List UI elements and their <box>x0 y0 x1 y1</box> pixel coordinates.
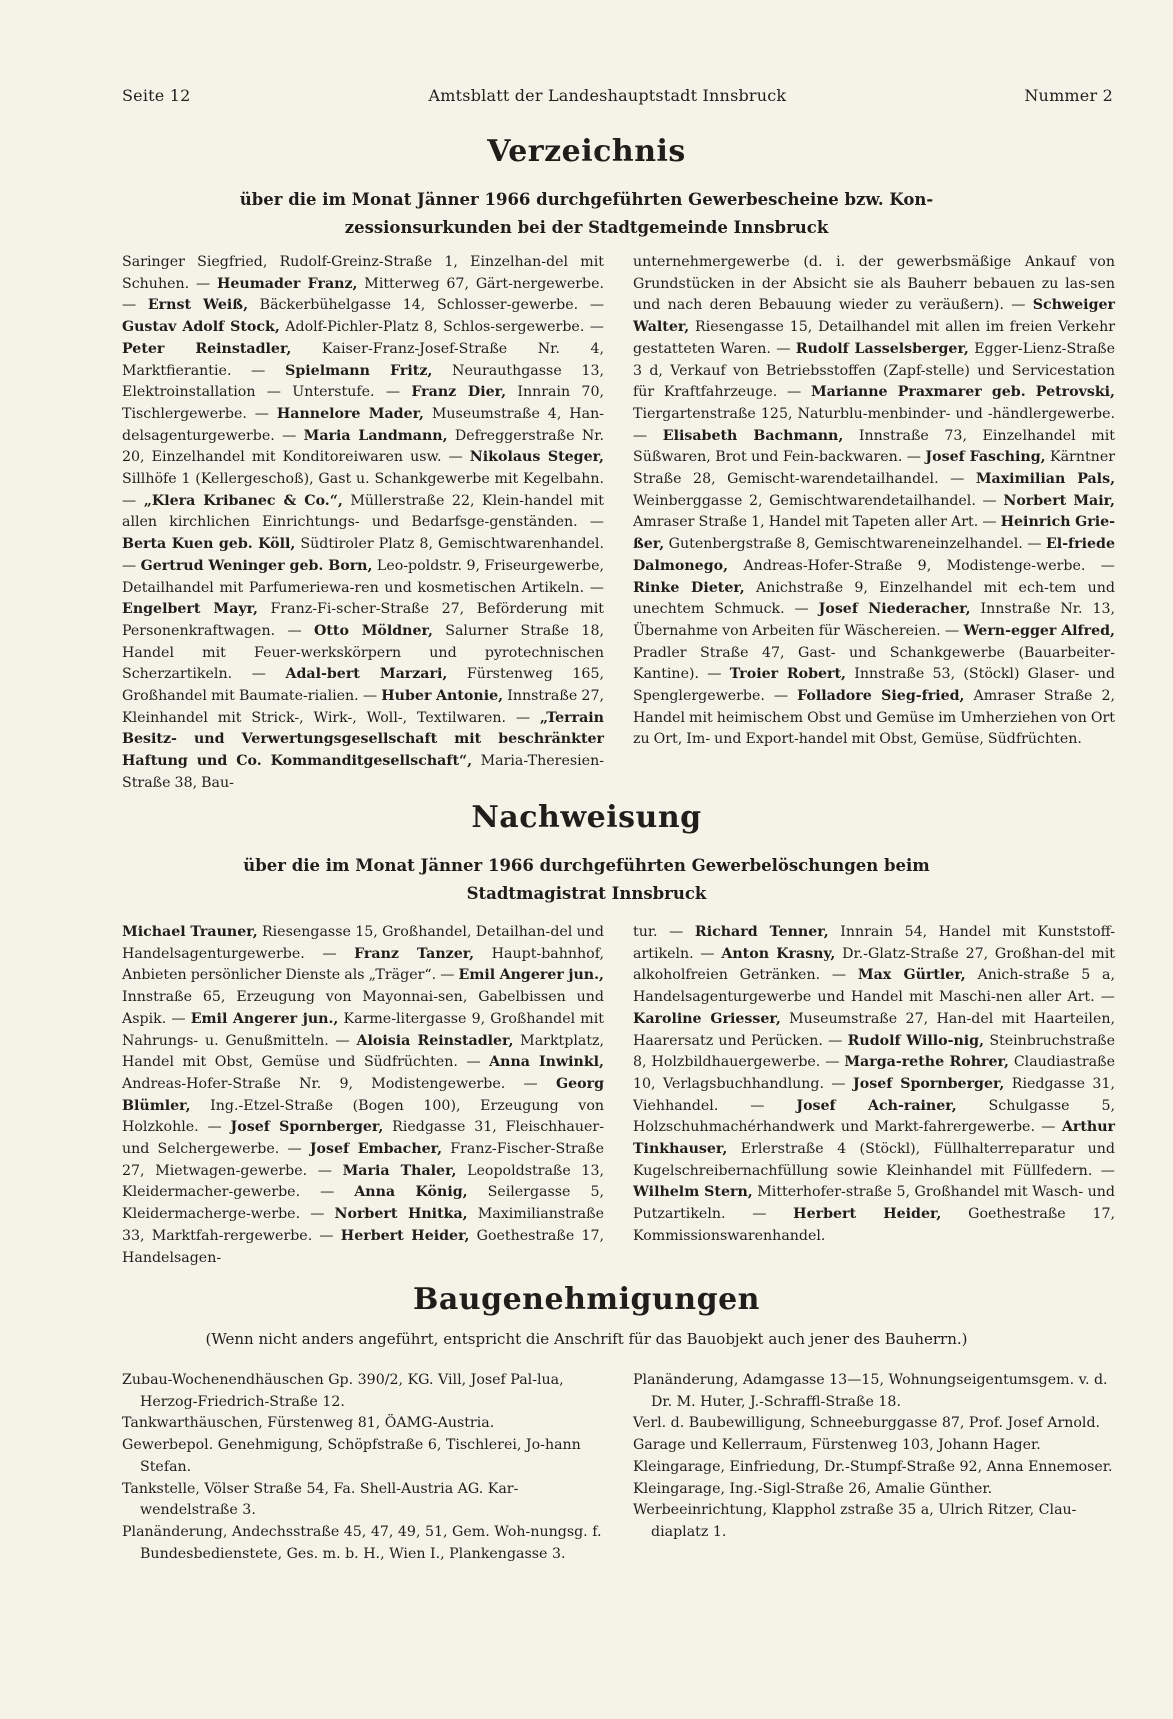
entry-text: Mitterweg 67, Gärt-nergewerbe. — <box>122 275 604 314</box>
entry-name: Arthur Tinkhauser, <box>633 1119 1115 1158</box>
verzeichnis-subtitle <box>160 186 1013 242</box>
entry-name: Heumader Franz, <box>217 275 358 292</box>
entry-text: Marktplatz, Handel mit Obst, Gemüse und Südfrüchten. — <box>122 1032 605 1071</box>
entry-name: Franz Dier, <box>411 384 507 401</box>
entry-name: Karoline Griesser, <box>633 1010 781 1027</box>
entry-text: Andreas-Hofer-Straße Nr. 9, Modistengewerbe. — <box>122 1075 556 1092</box>
entry-name: „Terrain Besitz- und Verwertungsgesellschaft mit beschränkter Haftung und Co. Kommanditgesellschaft“, <box>122 709 604 770</box>
entry-text: Maximilianstraße 33, Marktfah-rergewerbe. — <box>122 1206 604 1244</box>
entry-text: Sillhöfe 1 (Kellergeschoß), Gast u. Schankgewerbe mit Kegelbahn. — <box>122 471 604 509</box>
entry-name: Berta Kuen geb. Köll, <box>122 536 296 553</box>
entry-text: Innstraße 53, (Stöckl) Glaser- und Spenglergewerbe. — <box>633 666 1115 705</box>
entry-text: Innrain 54, Handel mit Kunststoff-artikeln. — <box>633 924 1116 962</box>
entry-name: Herbert Heider, <box>793 1206 942 1223</box>
entry-text: Salurner Straße 18, Handel mit Feuer-werkskörpern und pyrotechnischen Scherzartikeln. — <box>122 622 604 683</box>
entry-name: Michael Trauner, <box>122 924 258 940</box>
entry-text: Riesengasse 15, Großhandel, Detailhan-del und Handelsagenturgewerbe. — <box>122 924 605 962</box>
entry-name: Josef Niederacher, <box>818 601 971 618</box>
entry-text: Egger-Lienz-Straße 3 d, Verkauf von Betriebsstoffen (Zapf-stelle) und Servicestation für Kraftfahrzeuge. — <box>633 340 1115 401</box>
entry-name: Josef Ach-rainer, <box>796 1097 957 1114</box>
entry-name: „Klera Kribanec & Co.“, <box>143 492 343 509</box>
entry-text: Museumstraße 27, Han-del mit Haarteilen, Haarersatz und Perücken. — <box>633 1010 1115 1049</box>
entry-text: Franz-Fischer-Straße 27, Mietwagen-gewerbe. — <box>122 1141 604 1179</box>
entry-name: Peter Reinstadler, <box>122 340 292 357</box>
entry-name: Nikolaus Steger, <box>469 449 604 466</box>
entry-text: Innrain 70, Tischlergewerbe. — <box>122 384 604 422</box>
permit-entry: Tankwarthäuschen, Fürstenweg 81, ÖAMG-Austria. <box>122 1415 495 1432</box>
nachweisung-left-column <box>122 922 604 1269</box>
permit-entry: Gewerbepol. Genehmigung, Schöpfstraße 6, Tischlerei, Jo-hann Stefan. <box>122 1437 581 1475</box>
baugenehmigungen-note: (Wenn nicht anders angeführt, entspricht die Anschrift für das Bauobjekt auch jener des Bauherrn.) <box>205 1330 968 1348</box>
entry-name: Wern-egger Alfred, <box>963 622 1115 639</box>
entry-name: Gertrud Weninger geb. Born, <box>140 557 373 574</box>
entry-name: Schweiger Walter, <box>633 297 1115 336</box>
entry-text: Leopoldstraße 13, Kleidermacher-gewerbe. — <box>122 1162 604 1201</box>
nachweisung-subtitle-line1: über die im Monat Jänner 1966 durchgeführten Gewerbelöschungen beim <box>243 856 930 875</box>
permit-entry: Werbeeinrichtung, Klapphol zstraße 35 a, Ulrich Ritzer, Clau-diaplatz 1. <box>633 1502 1077 1540</box>
entry-text: Karme-litergasse 9, Großhandel mit Nahrungs- u. Genußmitteln. — <box>122 1010 604 1049</box>
entry-text: Müllerstraße 22, Klein-handel mit allen kirchlichen Einrichtungs- und Bedarfsge-genständen. — <box>122 492 604 531</box>
nachweisung-subtitle-line2: Stadtmagistrat Innsbruck <box>466 884 707 903</box>
baugenehmigungen-title: Baugenehmigungen <box>413 1282 760 1317</box>
entry-name: Emil Angerer jun., <box>190 1010 339 1027</box>
permit-entry: Planänderung, Adamgasse 13—15, Wohnungseigentumsgem. v. d. Dr. M. Huter, J.-Schraffl-Straße 18. <box>633 1372 1108 1410</box>
entry-text: Adolf-Pichler-Platz 8, Schlos-sergewerbe. — <box>279 319 604 336</box>
nachweisung-subtitle <box>160 852 1013 908</box>
entry-text: Dr.-Glatz-Straße 27, Großhan-del mit alkoholfreien Getränken. — <box>633 945 1115 984</box>
entry-text: Innstraße 73, Einzelhandel mit Süßwaren, Brot und Fein-backwaren. — <box>633 427 1115 466</box>
entry-name: Engelbert Mayr, <box>122 601 258 618</box>
entry-text: unternehmergewerbe (d. i. der gewerbsmäßige Ankauf von Grundstücken in der Absicht sie als Bauherr bebauen zu las-sen und nach deren Bebauung wieder zu veräußern). — <box>633 254 1115 314</box>
entry-name: Anton Krasny, <box>721 945 836 962</box>
verzeichnis-subtitle-line2: zessionsurkunden bei der Stadtgemeinde Innsbruck <box>344 218 829 237</box>
permit-entry: Zubau-Wochenendhäuschen Gp. 390/2, KG. Vill, Josef Pal-lua, Herzog-Friedrich-Straße 12. <box>122 1372 564 1410</box>
entry-name: Spielmann Fritz, <box>285 362 433 379</box>
entry-text: Gutenbergstraße 8, Gemischtwareneinzelhandel. — <box>664 536 1046 553</box>
permit-entry: Kleingarage, Einfriedung, Dr.-Stumpf-Straße 92, Anna Ennemoser. <box>633 1458 1113 1475</box>
entry-name: Georg Blümler, <box>122 1075 604 1114</box>
entry-name: Josef Spornberger, <box>853 1075 1005 1092</box>
entry-name: El-friede Dalmonego, <box>633 536 1115 574</box>
entry-text: Goethestraße 17, Handelsagen- <box>122 1227 605 1266</box>
entry-text: Kaiser-Franz-Josef-Straße Nr. 4, Marktfierantie. — <box>122 340 604 379</box>
entry-name: Elisabeth Bachmann, <box>662 427 844 444</box>
entry-text: Maria-Theresien-Straße 38, Bau- <box>122 753 605 791</box>
entry-text: Anichstraße 9, Einzelhandel mit ech-tem und unechtem Schmuck. — <box>633 579 1115 618</box>
entry-text: Franz-Fi-scher-Straße 27, Beförderung mit Personenkraftwagen. — <box>122 601 604 639</box>
entry-name: Emil Angerer jun., <box>458 967 604 984</box>
verzeichnis-left-column <box>122 252 604 795</box>
permit-entry: Tankstelle, Völser Straße 54, Fa. Shell-Austria AG. Kar-wendelstraße 3. <box>122 1480 519 1519</box>
publication-title: Amtsblatt der Landeshauptstadt Innsbruck <box>428 86 787 105</box>
entry-text: Erlerstraße 4 (Stöckl), Füllhalterreparatur und Kugelschreibernachfüllung sowie Kleinhandel mit Füllfedern. — <box>633 1141 1115 1179</box>
issue-number: Nummer 2 <box>1024 86 1113 105</box>
running-header <box>122 86 1113 105</box>
entry-text: Weinberggasse 2, Gemischtwarendetailhandel. — <box>633 492 1004 509</box>
entry-name: Marga-rethe Rohrer, <box>844 1054 1009 1071</box>
nachweisung-title: Nachweisung <box>471 800 702 835</box>
entry-name: Troier Robert, <box>729 666 846 683</box>
entry-name: Hannelore Mader, <box>276 405 424 422</box>
entry-text: Kärntner Straße 28, Gemischt-warendetailhandel. — <box>633 449 1115 488</box>
entry-name: Josef Embacher, <box>309 1141 443 1158</box>
verzeichnis-right-column <box>633 252 1115 795</box>
entry-text: tur. — <box>633 924 695 940</box>
entry-name: Franz Tanzer, <box>354 945 475 962</box>
entry-text: Bäckerbühelgasse 14, Schlosser-gewerbe. — <box>248 297 605 314</box>
entry-text: Innstraße 65, Erzeugung von Mayonnai-sen, Gabelbissen und Aspik. — <box>122 989 604 1027</box>
entry-name: Anna König, <box>354 1184 468 1201</box>
entry-name: Josef Fasching, <box>925 449 1046 466</box>
entry-name: Maria Thaler, <box>342 1162 457 1179</box>
verzeichnis-columns <box>122 252 1115 795</box>
entry-name: Heinrich Grie-ßer, <box>633 514 1115 553</box>
entry-name: Herbert Heider, <box>340 1227 470 1244</box>
nachweisung-right-column <box>633 922 1115 1269</box>
entry-text: Mitterhofer-straße 5, Großhandel mit Wasch- und Putzartikeln. — <box>633 1184 1116 1223</box>
entry-name: Richard Tenner, <box>694 924 829 940</box>
entry-name: Norbert Mair, <box>1003 492 1115 509</box>
entry-text: Schulgasse 5, Holzschuhmachérhandwerk und Markt-fahrergewerbe. — <box>633 1097 1115 1136</box>
entry-text: Seilergasse 5, Kleidermacherge-werbe. — <box>122 1184 604 1223</box>
entry-name: Folladore Sieg-fried, <box>797 688 965 705</box>
entry-text: Saringer Siegfried, Rudolf-Greinz-Straße 1, Einzelhan-del mit Schuhen. — <box>122 254 604 292</box>
entry-text: Neurauthgasse 13, Elektroinstallation — Unterstufe. — <box>122 362 605 401</box>
verzeichnis-title: Verzeichnis <box>487 134 686 169</box>
entry-text: Riedgasse 31, Viehhandel. — <box>633 1075 1115 1114</box>
entry-text: Leo-poldstr. 9, Friseurgewerbe, Detailhandel mit Parfumeriewa-ren und kosmetischen Artikeln. — <box>122 557 604 596</box>
entry-name: Rudolf Lasselsberger, <box>795 340 969 357</box>
baugenehmigungen-right-column <box>633 1370 1115 1565</box>
entry-name: Rudolf Willo-nig, <box>847 1032 985 1049</box>
permit-entry: Garage und Kellerraum, Fürstenweg 103, Johann Hager. <box>633 1437 1041 1454</box>
entry-text: Steinbruchstraße 8, Holzbildhauergewerbe. — <box>633 1032 1115 1071</box>
entry-name: Gustav Adolf Stock, <box>122 319 280 336</box>
entry-text: Innstraße 27, Kleinhandel mit Strick-, Wirk-, Woll-, Textilwaren. — <box>122 688 604 726</box>
entry-text: Fürstenweg 165, Großhandel mit Baumate-rialien. — <box>122 666 604 705</box>
entry-name: Max Gürtler, <box>857 967 966 984</box>
entry-text: Amraser Straße 2, Handel mit heimischem Obst und Gemüse im Umherziehen von Ort zu Ort, Im- und Export-handel mit Obst, Gemüse, Südfrüchten. <box>633 688 1115 748</box>
entry-text: Riesengasse 15, Detailhandel mit allen im freien Verkehr gestatteten Waren. — <box>633 319 1115 357</box>
nachweisung-columns <box>122 922 1115 1269</box>
entry-text: Ing.-Etzel-Straße (Bogen 100), Erzeugung von Holzkohle. — <box>122 1097 604 1136</box>
entry-name: Maria Landmann, <box>303 427 448 444</box>
entry-text: Andreas-Hofer-Straße 9, Modistenge-werbe. — <box>728 557 1115 574</box>
entry-name: Otto Möldner, <box>313 622 433 639</box>
entry-name: Norbert Hnitka, <box>334 1206 468 1223</box>
baugenehmigungen-left-column <box>122 1370 604 1565</box>
entry-name: Anna Inwinkl, <box>489 1054 604 1071</box>
entry-text: Claudiastraße 10, Verlagsbuchhandlung. — <box>633 1054 1115 1092</box>
entry-name: Adal-bert Marzari, <box>285 666 448 683</box>
entry-text: Pradler Straße 47, Gast- und Schankgewerbe (Bauarbeiter-Kantine). — <box>633 644 1115 683</box>
permit-entry: Kleingarage, Ing.-Sigl-Straße 26, Amalie Günther. <box>633 1480 993 1497</box>
permit-entry: Verl. d. Baubewilligung, Schneeburggasse 87, Prof. Josef Arnold. <box>633 1415 1101 1432</box>
entry-name: Aloisia Reinstadler, <box>356 1032 514 1049</box>
entry-text: Defreggerstraße Nr. 20, Einzelhandel mit Konditoreiwaren usw. — <box>122 427 604 466</box>
page-number: Seite 12 <box>122 86 191 105</box>
entry-text: Riedgasse 31, Fleischhauer- und Selchergewerbe. — <box>122 1119 604 1158</box>
entry-name: Wilhelm Stern, <box>633 1184 753 1201</box>
entry-name: Rinke Dieter, <box>633 579 745 596</box>
verzeichnis-subtitle-line1: über die im Monat Jänner 1966 durchgeführten Gewerbescheine bzw. Kon- <box>239 190 934 209</box>
entry-text: Innstraße Nr. 13, Übernahme von Arbeiten für Wäschereien. — <box>633 601 1116 639</box>
permit-entry: Planänderung, Andechsstraße 45, 47, 49, 51, Gem. Woh-nungsg. f. Bundesbedienstete, Ges. m. b. H., Wien I., Plankengasse 3. <box>122 1523 602 1562</box>
entry-name: Marianne Praxmarer geb. Petrovski, <box>810 384 1115 401</box>
entry-name: Huber Antonie, <box>381 688 504 705</box>
entry-text: Amraser Straße 1, Handel mit Tapeten aller Art. — <box>633 514 1001 531</box>
entry-name: Maximilian Pals, <box>975 471 1116 488</box>
entry-text: Haupt-bahnhof, Anbieten persönlicher Dienste als „Träger“. — <box>122 945 604 984</box>
entry-text: Südtiroler Platz 8, Gemischtwarenhandel. — <box>122 536 604 574</box>
entry-name: Josef Spornberger, <box>230 1119 384 1136</box>
entry-text: Museumstraße 4, Han-delsagenturgewerbe. — <box>122 405 604 444</box>
entry-text: Tiergartenstraße 125, Naturblu-menbinder- und -händlergewerbe. — <box>633 405 1115 444</box>
entry-text: Goethestraße 17, Kommissionswarenhandel. <box>633 1206 1116 1244</box>
entry-name: Ernst Weiß, <box>147 297 249 314</box>
baugenehmigungen-columns <box>122 1370 1115 1565</box>
entry-text: Anich-straße 5 a, Handelsagenturgewerbe und Handel mit Maschi-nen aller Art. — <box>633 967 1115 1006</box>
